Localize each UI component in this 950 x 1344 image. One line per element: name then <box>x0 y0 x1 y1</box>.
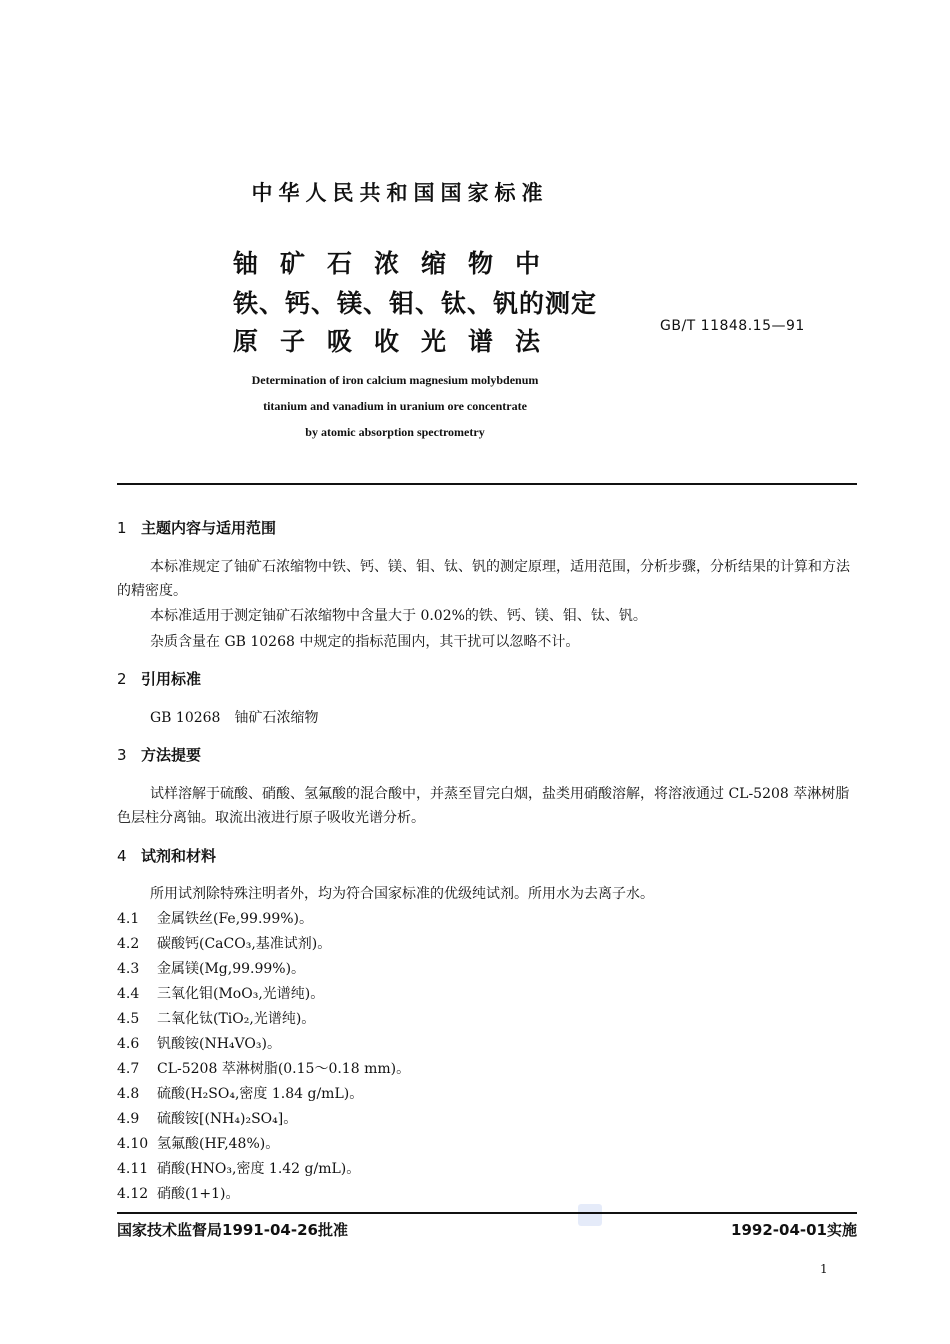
standard-code: GB/T 11848.15—91 <box>660 318 805 334</box>
section-heading-2 <box>117 668 201 689</box>
header-divider <box>117 483 857 485</box>
approval-statement: 国家技术监督局1991-04-26批准 <box>117 1221 348 1239</box>
reagent-item <box>117 908 313 928</box>
english-title-line-1: Determination of iron calcium magnesium molybdenum <box>251 373 539 387</box>
section-heading-3 <box>117 744 201 765</box>
item-number: 4.10 <box>117 1136 149 1152</box>
item-number: 4.7 <box>117 1061 140 1077</box>
section-1-paragraph-3: 杂质含量在 GB 10268 中规定的指标范围内，其干扰可以忽略不计。 <box>150 634 580 650</box>
section-title: 主题内容与适用范围 <box>141 519 277 537</box>
reagent-item <box>117 933 331 953</box>
reagent-item <box>117 1083 363 1103</box>
reagent-item <box>117 1058 410 1078</box>
item-number: 4.9 <box>117 1111 140 1127</box>
item-text: 硫酸铵[(NH₄)₂SO₄]。 <box>157 1111 298 1127</box>
title-line-1: 铀矿石浓缩物中 <box>233 249 563 278</box>
item-number: 4.2 <box>117 936 140 952</box>
english-title-line-3: by atomic absorption spectrometry <box>305 425 485 439</box>
section-number: 3 <box>117 746 127 764</box>
item-number: 4.4 <box>117 986 140 1002</box>
reagent-item <box>117 1008 315 1028</box>
english-title-line-2: titanium and vanadium in uranium ore concentrate <box>263 399 527 413</box>
reagent-item <box>117 1033 281 1053</box>
title-line-3: 原子吸收光谱法 <box>233 327 563 356</box>
item-number: 4.12 <box>117 1186 149 1202</box>
item-text: 金属铁丝(Fe,99.99%)。 <box>157 911 313 927</box>
footer-divider <box>117 1212 857 1214</box>
item-text: 氢氟酸(HF,48%)。 <box>157 1136 280 1152</box>
reagent-item <box>117 983 324 1003</box>
page-number: 1 <box>820 1262 828 1276</box>
section-title: 方法提要 <box>141 746 202 764</box>
section-heading-4 <box>117 845 216 866</box>
item-number: 4.1 <box>117 911 140 927</box>
section-heading-1 <box>117 517 276 538</box>
item-text: 硝酸(1+1)。 <box>157 1186 240 1202</box>
item-text: 金属镁(Mg,99.99%)。 <box>157 961 306 977</box>
section-1-paragraph-2: 本标准适用于测定铀矿石浓缩物中含量大于 0.02%的铁、钙、镁、钼、钛、钒。 <box>150 608 647 624</box>
item-number: 4.8 <box>117 1086 140 1102</box>
item-text: 钒酸铵(NH₄VO₃)。 <box>157 1036 281 1052</box>
implementation-date: 1992-04-01实施 <box>731 1221 857 1239</box>
reagent-item <box>117 1133 279 1153</box>
item-number: 4.11 <box>117 1161 149 1177</box>
item-text: 硫酸(H₂SO₄,密度 1.84 g/mL)。 <box>157 1086 364 1102</box>
item-text: 三氧化钼(MoO₃,光谱纯)。 <box>157 986 325 1002</box>
section-4-paragraph-1: 所用试剂除特殊注明者外，均为符合国家标准的优级纯试剂。所用水为去离子水。 <box>150 886 654 902</box>
item-text: 碳酸钙(CaCO₃,基准试剂)。 <box>157 936 332 952</box>
section-title: 试剂和材料 <box>141 847 217 865</box>
section-1-paragraph-1: 本标准规定了铀矿石浓缩物中铁、钙、镁、钼、钛、钒的测定原理，适用范围，分析步骤，分析结果的计算和方法的精密度。 <box>117 559 850 599</box>
item-number: 4.5 <box>117 1011 140 1027</box>
reagent-item <box>117 1158 360 1178</box>
section-number: 1 <box>117 519 127 537</box>
item-number: 4.6 <box>117 1036 140 1052</box>
item-text: CL-5208 萃淋树脂(0.15～0.18 mm)。 <box>157 1061 411 1077</box>
reagent-item <box>117 1183 239 1203</box>
item-text: 二氧化钛(TiO₂,光谱纯)。 <box>157 1011 316 1027</box>
section-2-paragraph-1: GB 10268 铀矿石浓缩物 <box>150 710 319 726</box>
section-title: 引用标准 <box>141 670 202 688</box>
reagent-item <box>117 958 305 978</box>
item-number: 4.3 <box>117 961 140 977</box>
item-text: 硝酸(HNO₃,密度 1.42 g/mL)。 <box>157 1161 361 1177</box>
section-3-paragraph-1: 试样溶解于硫酸、硝酸、氢氟酸的混合酸中，并蒸至冒完白烟，盐类用硝酸溶解，将溶液通过 CL-5208 萃淋树脂色层柱分离铀。取流出液进行原子吸收光谱分析。 <box>117 786 850 826</box>
watermark-stamp-icon <box>578 1204 602 1226</box>
section-number: 2 <box>117 670 127 688</box>
title-line-2: 铁、钙、镁、钼、钛、钒的测定 <box>233 289 598 318</box>
country-standard-heading: 中华人民共和国国家标准 <box>251 181 549 205</box>
reagent-item <box>117 1108 297 1128</box>
section-number: 4 <box>117 847 127 865</box>
